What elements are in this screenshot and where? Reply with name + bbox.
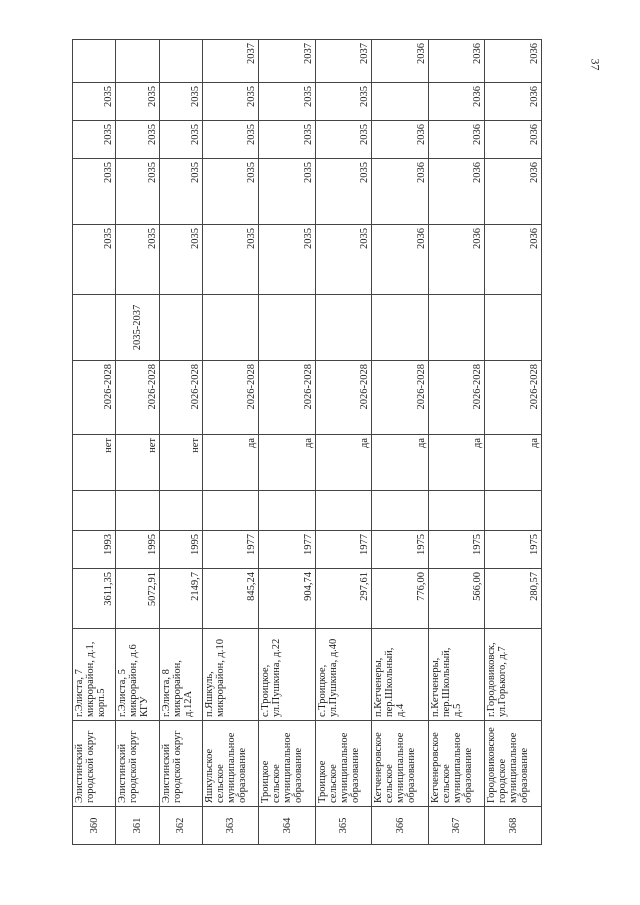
year-cell: 1975	[485, 531, 542, 569]
year3-cell: 2035	[116, 121, 159, 159]
row-number: 364	[259, 807, 316, 845]
year5-cell: 2036	[428, 40, 485, 83]
year1-cell: 2035	[315, 225, 372, 295]
municipality-cell: Троицкое сельское муниципальное образование	[315, 721, 372, 807]
empty-cell	[202, 491, 259, 531]
year4-cell: 2035	[202, 83, 259, 121]
year-cell: 1977	[259, 531, 316, 569]
year4-cell: 2036	[428, 83, 485, 121]
year3-cell: 2035	[159, 121, 202, 159]
year2-cell: 2035	[202, 159, 259, 225]
municipality-cell: Элистинский городской округ	[159, 721, 202, 807]
year5-cell: 2037	[315, 40, 372, 83]
flag-cell: да	[202, 435, 259, 491]
flag-cell: да	[428, 435, 485, 491]
municipality-cell: Элистинский городской округ	[116, 721, 159, 807]
year1-cell: 2035	[73, 225, 116, 295]
empty-cell	[315, 491, 372, 531]
empty-cell	[372, 491, 429, 531]
period2-cell	[73, 295, 116, 361]
year4-cell: 2035	[73, 83, 116, 121]
address-cell: п.Кетченеры, пер.Школьный, д.5	[428, 629, 485, 721]
year5-cell	[73, 40, 116, 83]
period-cell: 2026-2028	[259, 361, 316, 435]
period-cell: 2026-2028	[485, 361, 542, 435]
table-row	[202, 40, 259, 845]
year1-cell: 2035	[259, 225, 316, 295]
year5-cell	[116, 40, 159, 83]
address-cell: с.Троицкое, ул.Пушкина, д.22	[259, 629, 316, 721]
row-number: 361	[116, 807, 159, 845]
row-number: 365	[315, 807, 372, 845]
extra-period-cell: 2035-2037	[116, 295, 159, 361]
row-number: 360	[73, 807, 116, 845]
year1-cell: 2036	[428, 225, 485, 295]
area-cell: 904,74	[259, 569, 316, 629]
area-cell: 5072,91	[116, 569, 159, 629]
row-number: 368	[485, 807, 542, 845]
year4-cell: 2035	[315, 83, 372, 121]
year2-cell: 2035	[159, 159, 202, 225]
period2-cell	[372, 295, 429, 361]
year1-cell: 2036	[485, 225, 542, 295]
flag-cell: нет	[159, 435, 202, 491]
empty-cell	[116, 491, 159, 531]
year4-cell: 2035	[259, 83, 316, 121]
municipality-cell: Элистинский городской округ	[73, 721, 116, 807]
year-cell: 1975	[428, 531, 485, 569]
year3-cell: 2035	[202, 121, 259, 159]
row-number: 363	[202, 807, 259, 845]
period2-cell	[315, 295, 372, 361]
period-cell: 2026-2028	[428, 361, 485, 435]
year1-cell: 2036	[372, 225, 429, 295]
period-cell: 2026-2028	[315, 361, 372, 435]
year5-cell: 2036	[485, 40, 542, 83]
table-row	[259, 40, 316, 845]
municipality-cell: Кетченеровское сельское муниципальное образование	[372, 721, 429, 807]
area-cell: 2149,7	[159, 569, 202, 629]
year4-cell	[372, 83, 429, 121]
year4-cell: 2035	[159, 83, 202, 121]
year5-cell: 2037	[259, 40, 316, 83]
period-cell: 2026-2028	[372, 361, 429, 435]
year3-cell: 2036	[372, 121, 429, 159]
year1-cell: 2035	[116, 225, 159, 295]
table-row	[315, 40, 372, 845]
address-cell: г.Элиста, 8 микрорайон, д.12А	[159, 629, 202, 721]
period-cell: 2026-2028	[202, 361, 259, 435]
address-cell: п.Кетченеры, пер.Школьный, д.4	[372, 629, 429, 721]
address-cell: п.Яшкуль, микрорайон, д.10	[202, 629, 259, 721]
period2-cell	[485, 295, 542, 361]
area-cell: 280,57	[485, 569, 542, 629]
year2-cell: 2035	[315, 159, 372, 225]
municipality-cell: Кетченеровское сельское муниципальное образование	[428, 721, 485, 807]
table-row	[428, 40, 485, 845]
year3-cell: 2035	[259, 121, 316, 159]
flag-cell: нет	[116, 435, 159, 491]
municipality-cell: Яшкульское сельское муниципальное образование	[202, 721, 259, 807]
address-cell: г.Городовиковск, ул.Горького, д.7	[485, 629, 542, 721]
year4-cell: 2036	[485, 83, 542, 121]
empty-cell	[428, 491, 485, 531]
municipality-cell: Троицкое сельское муниципальное образование	[259, 721, 316, 807]
year1-cell: 2035	[159, 225, 202, 295]
year3-cell: 2036	[485, 121, 542, 159]
buildings-table	[72, 39, 542, 845]
area-cell: 297,61	[315, 569, 372, 629]
year5-cell	[159, 40, 202, 83]
period2-cell	[159, 295, 202, 361]
year-cell: 1975	[372, 531, 429, 569]
year2-cell: 2036	[485, 159, 542, 225]
year2-cell: 2036	[428, 159, 485, 225]
table-row	[73, 40, 116, 845]
page-number: 37	[588, 58, 603, 71]
area-cell: 566,00	[428, 569, 485, 629]
row-number: 367	[428, 807, 485, 845]
period-cell: 2026-2028	[73, 361, 116, 435]
flag-cell: да	[315, 435, 372, 491]
municipality-cell: Городовиковское городское муниципальное образование	[485, 721, 542, 807]
period2-cell	[202, 295, 259, 361]
year2-cell: 2035	[73, 159, 116, 225]
table-row	[485, 40, 542, 845]
flag-cell: да	[485, 435, 542, 491]
table-row	[372, 40, 429, 845]
year2-cell: 2035	[259, 159, 316, 225]
table-row	[159, 40, 202, 845]
table-body	[73, 40, 542, 845]
empty-cell	[485, 491, 542, 531]
year2-cell: 2036	[372, 159, 429, 225]
address-cell: г.Элиста, 7 микрорайон, д.1, корп.5	[73, 629, 116, 721]
address-cell: г.Элиста, 5 микрорайон, д.6 КГУ	[116, 629, 159, 721]
year-cell: 1977	[315, 531, 372, 569]
period2-cell	[428, 295, 485, 361]
period-cell: 2026-2028	[116, 361, 159, 435]
year3-cell: 2035	[315, 121, 372, 159]
year1-cell: 2035	[202, 225, 259, 295]
period2-cell	[259, 295, 316, 361]
row-number: 362	[159, 807, 202, 845]
area-cell: 3611,35	[73, 569, 116, 629]
year5-cell: 2036	[372, 40, 429, 83]
flag-cell: да	[259, 435, 316, 491]
empty-cell	[73, 491, 116, 531]
year3-cell: 2036	[428, 121, 485, 159]
empty-cell	[159, 491, 202, 531]
year3-cell: 2035	[73, 121, 116, 159]
year4-cell: 2035	[116, 83, 159, 121]
year5-cell: 2037	[202, 40, 259, 83]
table-row	[116, 40, 159, 845]
area-cell: 776,00	[372, 569, 429, 629]
flag-cell: нет	[73, 435, 116, 491]
address-cell: с.Троицкое, ул.Пушкина, д.40	[315, 629, 372, 721]
flag-cell: да	[372, 435, 429, 491]
rotated-table-container	[72, 40, 542, 845]
year-cell: 1995	[116, 531, 159, 569]
period-cell: 2026-2028	[159, 361, 202, 435]
year-cell: 1995	[159, 531, 202, 569]
year2-cell: 2035	[116, 159, 159, 225]
area-cell: 845,24	[202, 569, 259, 629]
year-cell: 1977	[202, 531, 259, 569]
row-number: 366	[372, 807, 429, 845]
empty-cell	[259, 491, 316, 531]
year-cell: 1993	[73, 531, 116, 569]
